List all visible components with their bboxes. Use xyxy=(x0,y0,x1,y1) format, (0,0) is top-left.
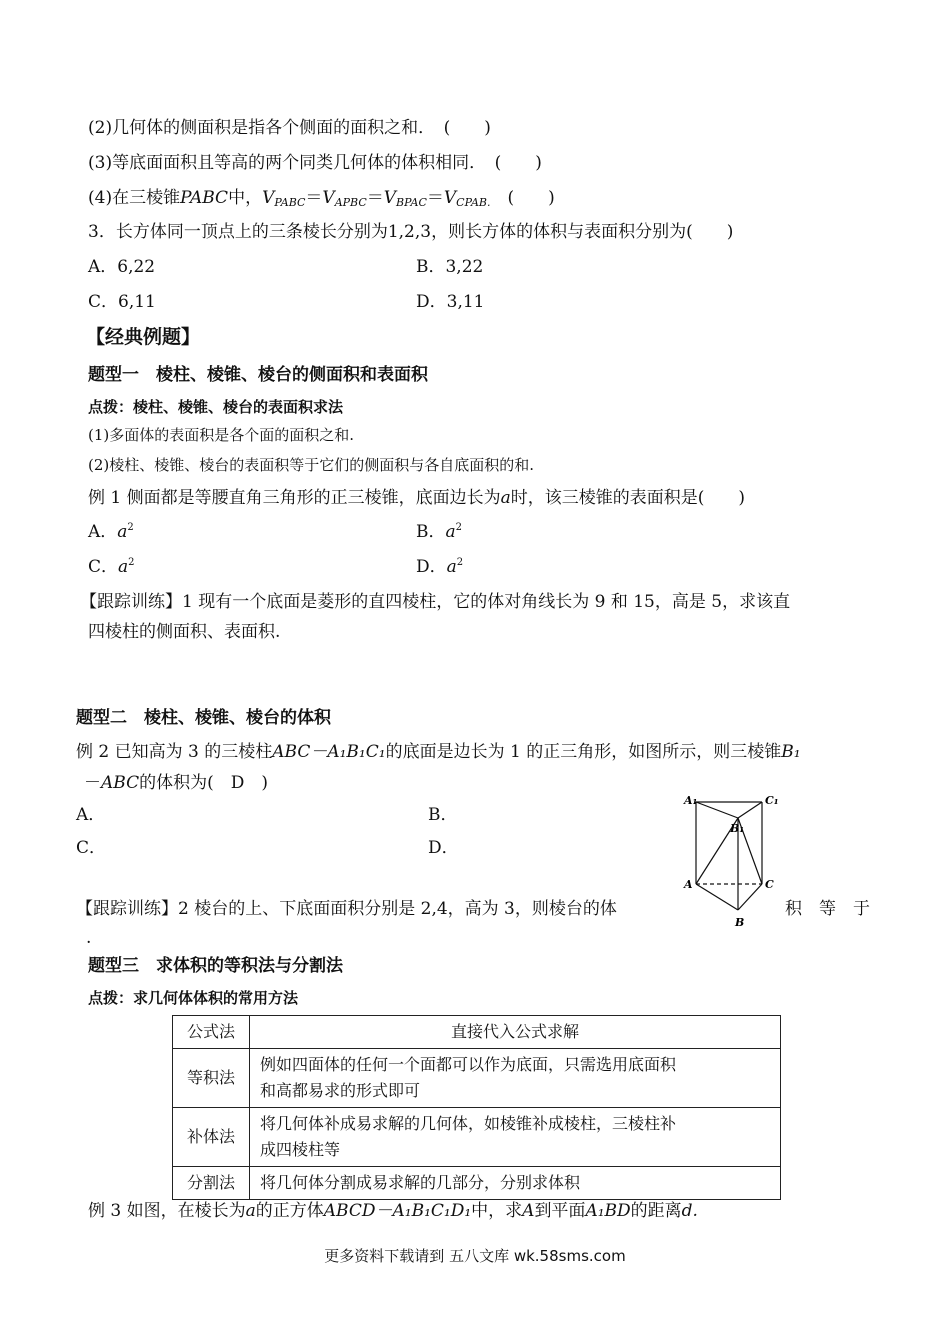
q3-option-a: A．6,22 xyxy=(88,257,156,277)
q3-option-c: C．6,11 xyxy=(88,292,156,312)
ex1-option-b: B．$a^2$ xyxy=(416,522,463,542)
table-row xyxy=(173,1049,781,1108)
example-3-stem: 例 3 如图，在棱长为a的正方体ABCD－A₁B₁C₁D₁中，求A到平面A₁BD的距离d. xyxy=(88,1201,698,1221)
method-name: 补体法 xyxy=(173,1108,250,1167)
method-desc: 例如四面体的任何一个面都可以作为底面，只需选用底面积 和高都易求的形式即可 xyxy=(250,1049,781,1108)
section-title: 【经典例题】 xyxy=(86,326,201,348)
training-1-line-1: 【跟踪训练】1 现有一个底面是菱形的直四棱柱，它的体对角线长为 9 和 15，高是 5，求该直 xyxy=(80,592,791,612)
method-name: 分割法 xyxy=(173,1167,250,1200)
method-desc: 将几何体补成易求解的几何体，如棱锥补成棱柱，三棱柱补 成四棱柱等 xyxy=(250,1108,781,1167)
method-name: 公式法 xyxy=(173,1016,250,1049)
judge-item-3: (3)等底面面积且等高的两个同类几何体的体积相同． ( ) xyxy=(88,153,542,173)
type1-tip-2: (2)棱柱、棱锥、棱台的表面积等于它们的侧面积与各自底面积的和. xyxy=(88,456,535,474)
label-c1: C₁ xyxy=(765,794,779,807)
ex2-option-d: D． xyxy=(428,838,459,858)
footer-link-text: 更多资料下载请到 五八文库 wk.58sms.com xyxy=(324,1247,626,1265)
label-a: A xyxy=(684,878,693,891)
training-2-line-1a: 【跟踪训练】2 棱台的上、下底面面积分别是 2,4，高为 3，则棱台的体 xyxy=(76,899,617,919)
label-b: B xyxy=(735,916,745,929)
table-row xyxy=(173,1167,781,1200)
type1-tip: 点拨：棱柱、棱锥、棱台的表面积求法 xyxy=(88,398,344,416)
table-row xyxy=(173,1016,781,1049)
q3-option-d: D．3,11 xyxy=(416,292,485,312)
judge-item-4: (4)在三棱锥PABC中，$V_{PABC}=V_{APBC}=V_{BPAC}=V_{CPAB.}$ ( ) xyxy=(88,188,555,209)
prism-figure xyxy=(680,792,780,932)
label-b1: B₁ xyxy=(730,822,745,835)
ex1-option-a: A．$a^2$ xyxy=(88,522,134,542)
judge-item-2: (2)几何体的侧面积是指各个侧面的面积之和． ( ) xyxy=(88,118,491,138)
example-2-line-1: 例 2 已知高为 3 的三棱柱ABC－A₁B₁C₁的底面是边长为 1 的正三角形，如图所示，则三棱锥B₁ xyxy=(76,742,801,762)
type2-title: 题型二 棱柱、棱锥、棱台的体积 xyxy=(76,708,331,728)
ex2-option-b: B． xyxy=(428,805,458,825)
method-desc: 直接代入公式求解 xyxy=(250,1016,781,1049)
training-2-dot: . xyxy=(86,928,92,948)
methods-table xyxy=(172,1015,781,1200)
label-c: C xyxy=(765,878,774,891)
method-desc: 将几何体分割成易求解的几部分，分别求体积 xyxy=(250,1167,781,1200)
question-3-stem: 3．长方体同一顶点上的三条棱长分别为1,2,3，则长方体的体积与表面积分别为( ) xyxy=(88,222,734,242)
example-2-line-2: －ABC的体积为( D ) xyxy=(84,773,268,793)
q3-option-b: B．3,22 xyxy=(416,257,484,277)
type1-tip-1: (1)多面体的表面积是各个面的面积之和. xyxy=(88,426,355,444)
ex2-option-a: A． xyxy=(76,805,106,825)
ex1-option-c: C．$a^2$ xyxy=(88,557,135,577)
ex2-option-c: C． xyxy=(76,838,107,858)
ex1-option-d: D．$a^2$ xyxy=(416,557,464,577)
training-2-line-1b: 积 等 于 xyxy=(785,899,870,919)
type3-title: 题型三 求体积的等积法与分割法 xyxy=(88,956,343,976)
type1-title: 题型一 棱柱、棱锥、棱台的侧面积和表面积 xyxy=(88,365,428,385)
example-1-stem: 例 1 侧面都是等腰直角三角形的正三棱锥，底面边长为a时，该三棱锥的表面积是( ) xyxy=(88,488,746,508)
training-1-line-2: 四棱柱的侧面积、表面积. xyxy=(88,622,281,642)
method-name: 等积法 xyxy=(173,1049,250,1108)
type3-tip: 点拨：求几何体体积的常用方法 xyxy=(88,989,299,1007)
label-a1: A₁ xyxy=(684,794,698,807)
table-row xyxy=(173,1108,781,1167)
